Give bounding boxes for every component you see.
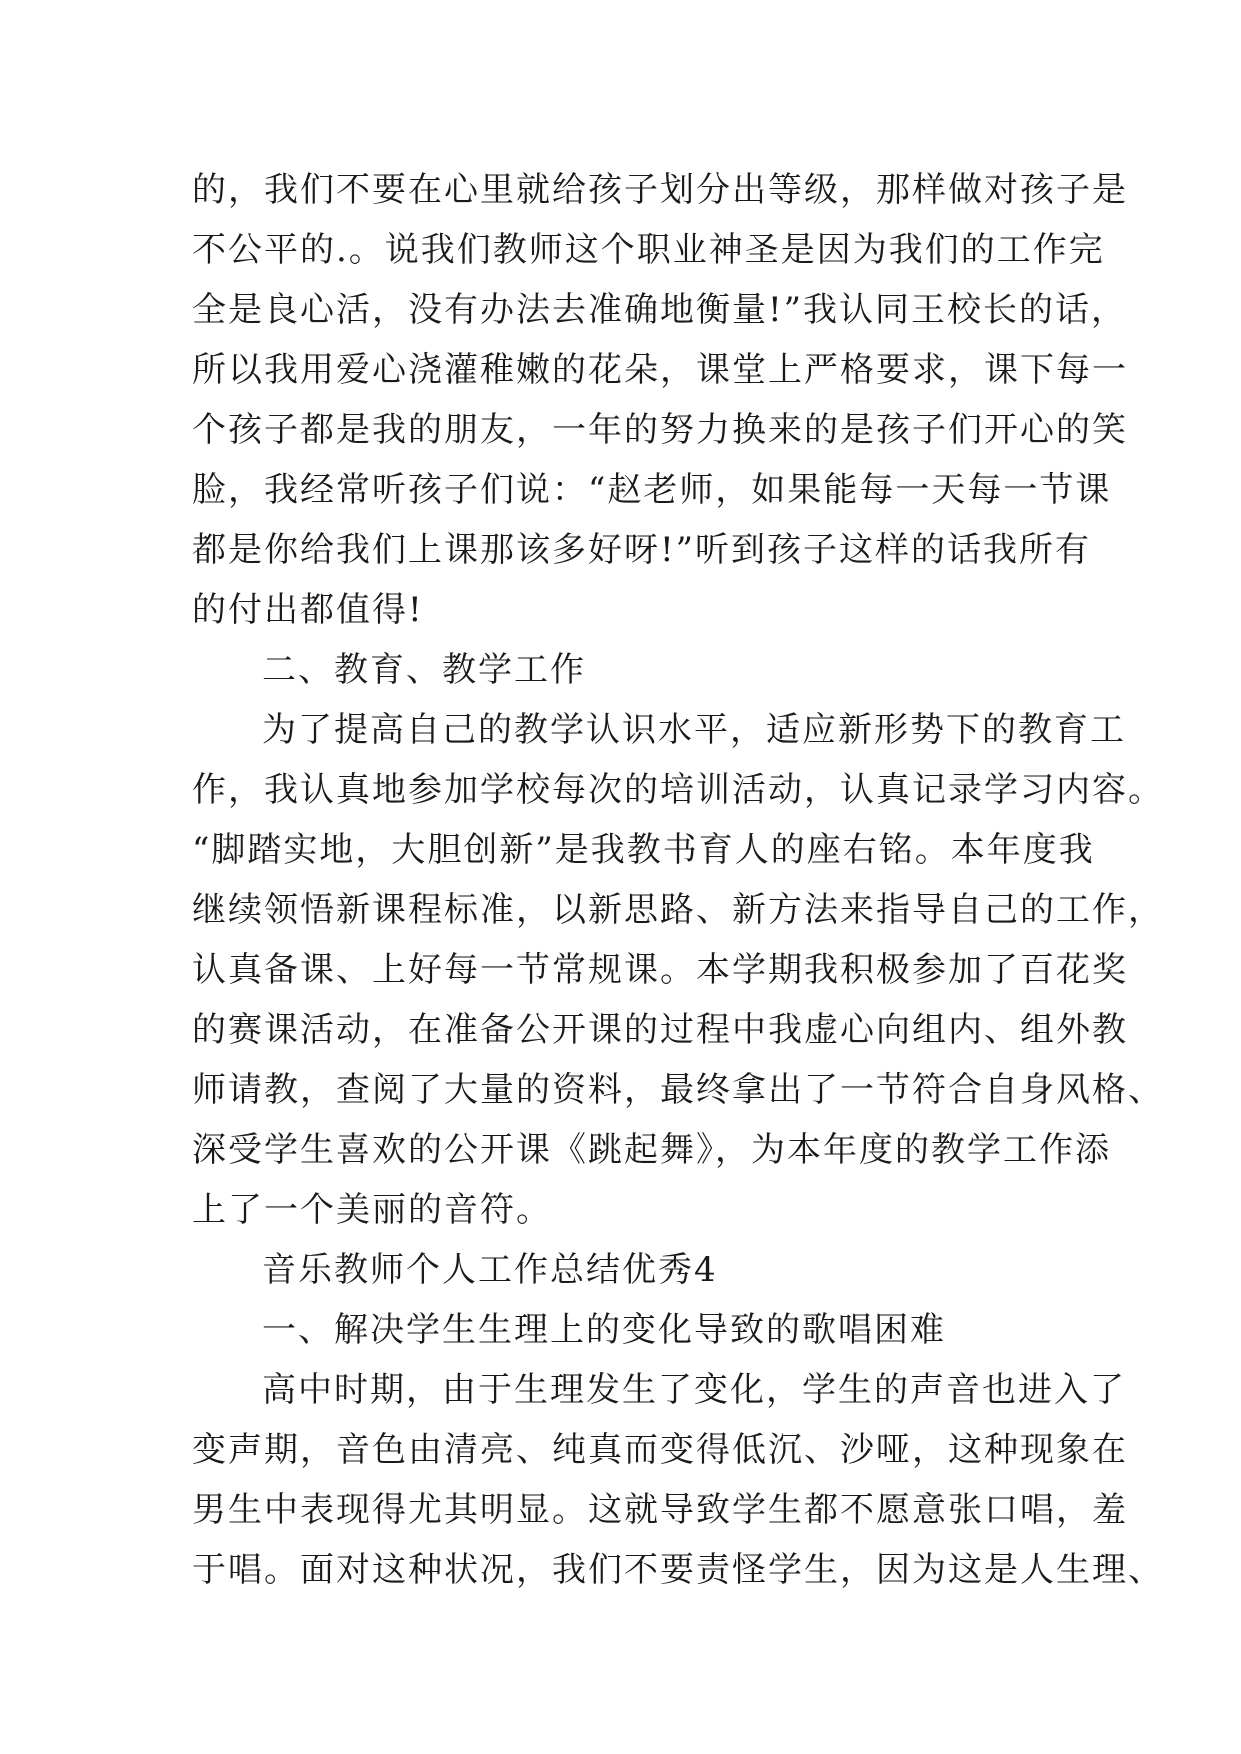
text-line: 的付出都值得! [192,590,424,630]
text-line: 的，我们不要在心里就给孩子划分出等级，那样做对孩子是 [192,170,1128,210]
text-line: 高中时期，由于生理发生了变化，学生的声音也进入了 [262,1370,1126,1410]
text-line: 不公平的.。说我们教师这个职业神圣是因为我们的工作完 [192,230,1105,270]
text-line: “脚踏实地，大胆创新”是我教书育人的座右铭。本年度我 [192,830,1095,870]
text-line: 都是你给我们上课那该多好呀!”听到孩子这样的话我所有 [192,530,1092,570]
section-heading: 二、教育、教学工作 [262,650,586,690]
article-title: 音乐教师个人工作总结优秀4 [262,1250,718,1290]
text-line: 的赛课活动，在准备公开课的过程中我虚心向组内、组外教 [192,1010,1128,1050]
text-line: 继续领悟新课程标准，以新思路、新方法来指导自己的工作， [192,890,1164,930]
text-line: 于唱。面对这种状况，我们不要责怪学生，因为这是人生理、 [192,1550,1164,1590]
text-line: 脸，我经常听孩子们说：“赵老师，如果能每一天每一节课 [192,470,1112,510]
text-line: 全是良心活，没有办法去准确地衡量!”我认同王校长的话， [192,290,1128,330]
text-line: 个孩子都是我的朋友，一年的努力换来的是孩子们开心的笑 [192,410,1128,450]
text-line: 作，我认真地参加学校每次的培训活动，认真记录学习内容。 [192,770,1164,810]
text-line: 深受学生喜欢的公开课《跳起舞》，为本年度的教学工作添 [192,1130,1111,1170]
text-line: 男生中表现得尤其明显。这就导致学生都不愿意张口唱，羞 [192,1490,1128,1530]
text-line: 所以我用爱心浇灌稚嫩的花朵，课堂上严格要求，课下每一 [192,350,1128,390]
text-line: 为了提高自己的教学认识水平，适应新形势下的教育工 [262,710,1126,750]
text-line: 变声期，音色由清亮、纯真而变得低沉、沙哑，这种现象在 [192,1430,1128,1470]
section-heading: 一、解决学生生理上的变化导致的歌唱困难 [262,1310,946,1350]
text-line: 上了一个美丽的音符。 [192,1190,552,1230]
document-body [192,160,1164,1600]
text-line: 认真备课、上好每一节常规课。本学期我积极参加了百花奖 [192,950,1128,990]
text-line: 师请教，查阅了大量的资料，最终拿出了一节符合自身风格、 [192,1070,1164,1110]
